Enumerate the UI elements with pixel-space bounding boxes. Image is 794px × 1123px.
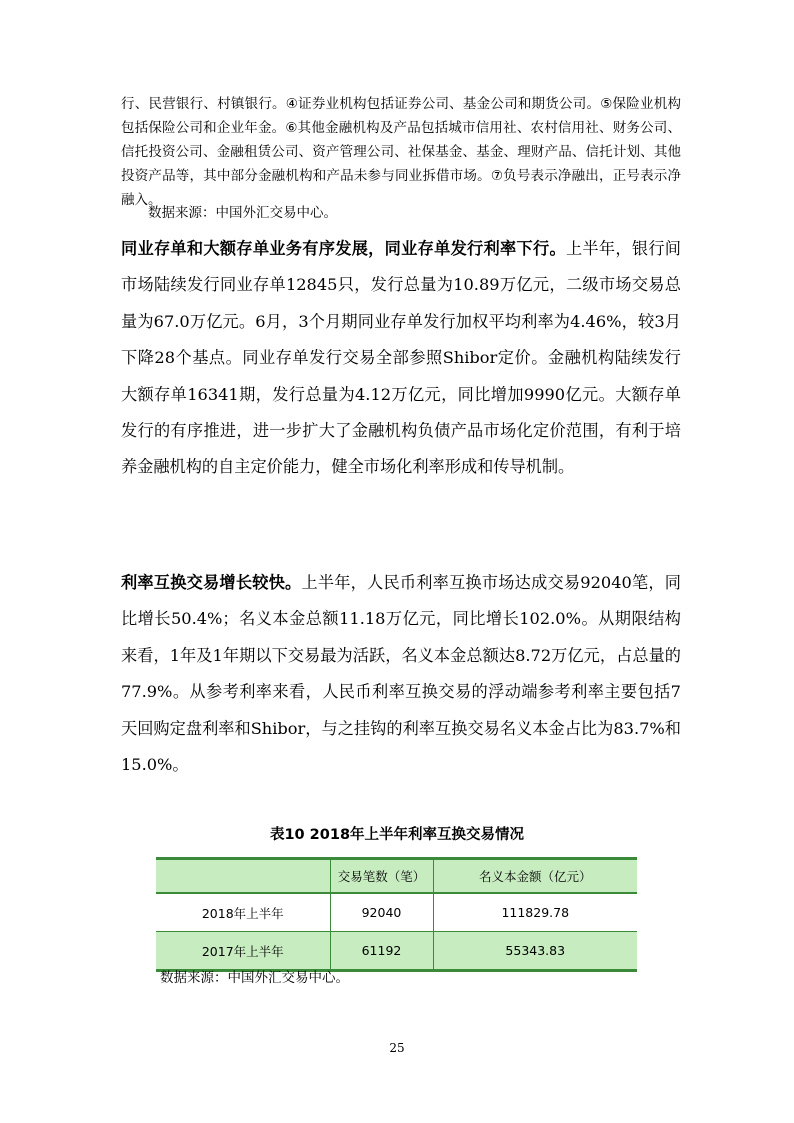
table-header-cell: 名义本金额（亿元） [433,859,637,894]
paragraph-body: 上半年，银行间市场陆续发行同业存单12845只，发行总量为10.89万亿元，二级市场交易总量为67.0万亿元。6月，3个月期同业存单发行加权平均利率为4.46%，较3月下降28个基点。同业存单发行交易全部参照Shibor定价。金融机构陆续发行大额存单16341期，发行总量为4.12万亿元，同比增加9990亿元。大额存单发行的有序推进，进一步扩大了金融机构负债产品市场化定价范围，有利于培养金融机构的自主定价能力，健全市场化利率形成和传导机制。 [121,239,681,477]
footnotes-block [121,92,681,212]
table-cell: 2017年上半年 [156,932,330,971]
table-cell: 111829.78 [433,893,637,932]
paragraph-lead: 利率互换交易增长较快。 [121,573,302,592]
table-header-row [156,859,637,894]
table-cell: 55343.83 [433,932,637,971]
table-row [156,932,637,971]
table-row [156,893,637,932]
table-cell: 2018年上半年 [156,893,330,932]
table-cell: 92040 [330,893,433,932]
table-source-note: 数据来源：中国外汇交易中心。 [160,970,349,986]
paragraph-body: 上半年，人民币利率互换市场达成交易92040笔，同比增长50.4%；名义本金总额11.18万亿元，同比增长102.0%。从期限结构来看，1年及1年期以下交易最为活跃，名义本金总额达8.72万亿元，占总量的77.9%。从参考利率来看，人民币利率互换交易的浮动端参考利率主要包括7天回购定盘利率和Shibor，与之挂钩的利率互换交易名义本金占比为83.7%和15.0%。 [121,573,681,775]
data-source-note: 数据来源：中国外汇交易中心。 [148,205,337,221]
table-cell: 61192 [330,932,433,971]
page-number: 25 [389,1041,405,1055]
swap-table [156,857,637,972]
table-caption: 表10 2018年上半年利率互换交易情况 [269,827,525,843]
paragraph-lead: 同业存单和大额存单业务有序发展，同业存单发行利率下行。 [121,239,566,258]
footnotes-text: 行、民营银行、村镇银行。④证券业机构包括证券公司、基金公司和期货公司。⑤保险业机构包括保险公司和企业年金。⑥其他金融机构及产品包括城市信用社、农村信用社、财务公司、信托投资公司、金融租赁公司、资产管理公司、社保基金、基金、理财产品、信托计划、其他投资产品等，其中部分金融机构和产品未参与同业拆借市场。⑦负号表示净融出，正号表示净融入。 [121,96,681,208]
table-header-cell [156,859,330,894]
paragraph-interbank-cd [121,231,681,486]
paragraph-interest-rate-swap [121,565,681,783]
table-header-cell: 交易笔数（笔） [330,859,433,894]
